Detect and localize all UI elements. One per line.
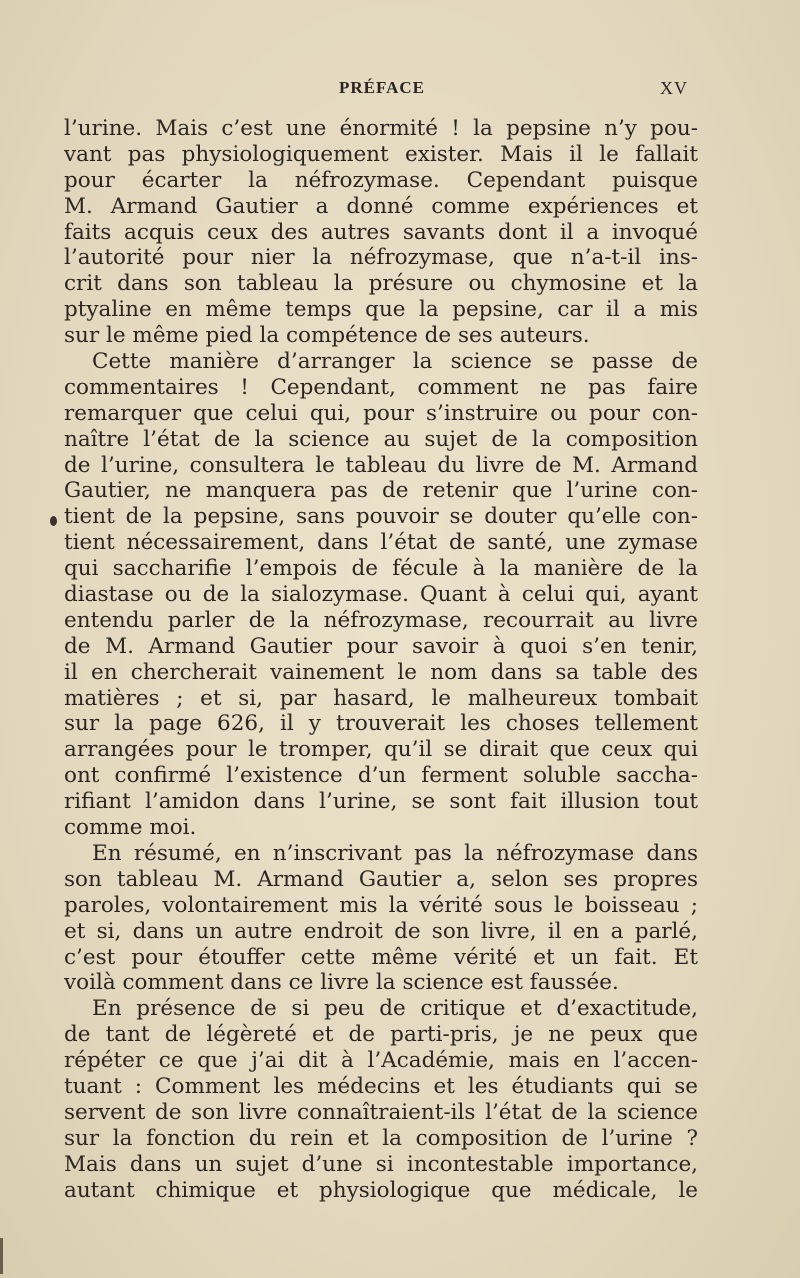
text-line: paroles, volontairement mis la vérité sous le boisseau ; — [64, 892, 698, 918]
text-line: faits acquis ceux des autres savants dont il a invoqué — [64, 219, 698, 245]
text-line: c’est pour étouffer cette même vérité et un fait. Et — [64, 944, 698, 970]
page-number: XV — [660, 78, 688, 98]
text-line: En présence de si peu de critique et d’exactitude, — [92, 996, 698, 1022]
text-line: et si, dans un autre endroit de son livre, il en a parlé, — [64, 918, 698, 944]
text-line: Cette manière d’arranger la science se passe de — [92, 349, 698, 375]
text-line: sur la fonction du rein et la composition de l’urine ? — [64, 1125, 698, 1151]
text-line: de M. Armand Gautier pour savoir à quoi s’en tenir, — [64, 633, 698, 659]
text-line: de tant de légèreté et de parti-pris, je ne peux que — [64, 1022, 698, 1048]
running-title: PRÉFACE — [338, 78, 425, 97]
text-line: tient nécessairement, dans l’état de santé, une zymase — [64, 530, 698, 556]
text-line: Mais dans un sujet d’une si incontestable importance, — [64, 1151, 698, 1177]
text-line: de l’urine, consultera le tableau du livre de M. Armand — [64, 452, 698, 478]
text-line: rifiant l’amidon dans l’urine, se sont fait illusion tout — [64, 789, 698, 815]
text-line: M. Armand Gautier a donné comme expériences et — [64, 193, 698, 219]
text-line: autant chimique et physiologique que médicale, le — [64, 1177, 698, 1203]
text-line: arrangées pour le tromper, qu’il se dirait que ceux qui — [64, 737, 698, 763]
text-line: diastase ou de la sialozymase. Quant à celui qui, ayant — [64, 582, 698, 608]
text-line: ptyaline en même temps que la pepsine, car il a mis — [64, 297, 698, 323]
ink-spot — [50, 516, 57, 526]
text-line: pour écarter la néfrozymase. Cependant puisque — [64, 167, 698, 193]
text-line: répéter ce que j’ai dit à l’Académie, mais en l’accen- — [64, 1048, 698, 1074]
text-line: servent de son livre connaîtraient-ils l’état de la science — [64, 1099, 698, 1125]
page-edge-mark — [0, 1238, 3, 1274]
text-line: En résumé, en n’inscrivant pas la néfrozymase dans — [92, 840, 698, 866]
text-line: tuant : Comment les médecins et les étudiants qui se — [64, 1073, 698, 1099]
text-line: qui saccharifie l’empois de fécule à la manière de la — [64, 556, 698, 582]
text-line: tient de la pepsine, sans pouvoir se douter qu’elle con- — [64, 504, 698, 530]
text-line: entendu parler de la néfrozymase, recourrait au livre — [64, 607, 698, 633]
text-line: commentaires ! Cependant, comment ne pas faire — [64, 374, 698, 400]
text-line: crit dans son tableau la présure ou chymosine et la — [64, 271, 698, 297]
text-line: matières ; et si, par hasard, le malheureux tombait — [64, 685, 698, 711]
text-line: son tableau M. Armand Gautier a, selon ses propres — [64, 866, 698, 892]
text-line: il en chercherait vainement le nom dans sa table des — [64, 659, 698, 685]
text-line: Gautier, ne manquera pas de retenir que l’urine con- — [64, 478, 698, 504]
text-line: sur la page 626, il y trouverait les choses tellement — [64, 711, 698, 737]
running-head — [76, 78, 688, 104]
text-line: ont confirmé l’existence d’un ferment soluble saccha- — [64, 763, 698, 789]
body-text — [64, 116, 698, 1203]
text-line: comme moi. — [64, 815, 197, 841]
text-line: voilà comment dans ce livre la science est faussée. — [64, 970, 619, 996]
text-line: l’urine. Mais c’est une énormité ! la pepsine n’y pou- — [64, 116, 698, 141]
text-line: vant pas physiologiquement exister. Mais il le fallait — [64, 141, 698, 167]
text-line: naître l’état de la science au sujet de la composition — [64, 426, 698, 452]
text-line: remarquer que celui qui, pour s’instruire ou pour con- — [64, 400, 698, 426]
text-line: sur le même pied la compétence de ses auteurs. — [64, 323, 590, 349]
text-line: l’autorité pour nier la néfrozymase, que n’a-t-il ins- — [64, 245, 698, 271]
